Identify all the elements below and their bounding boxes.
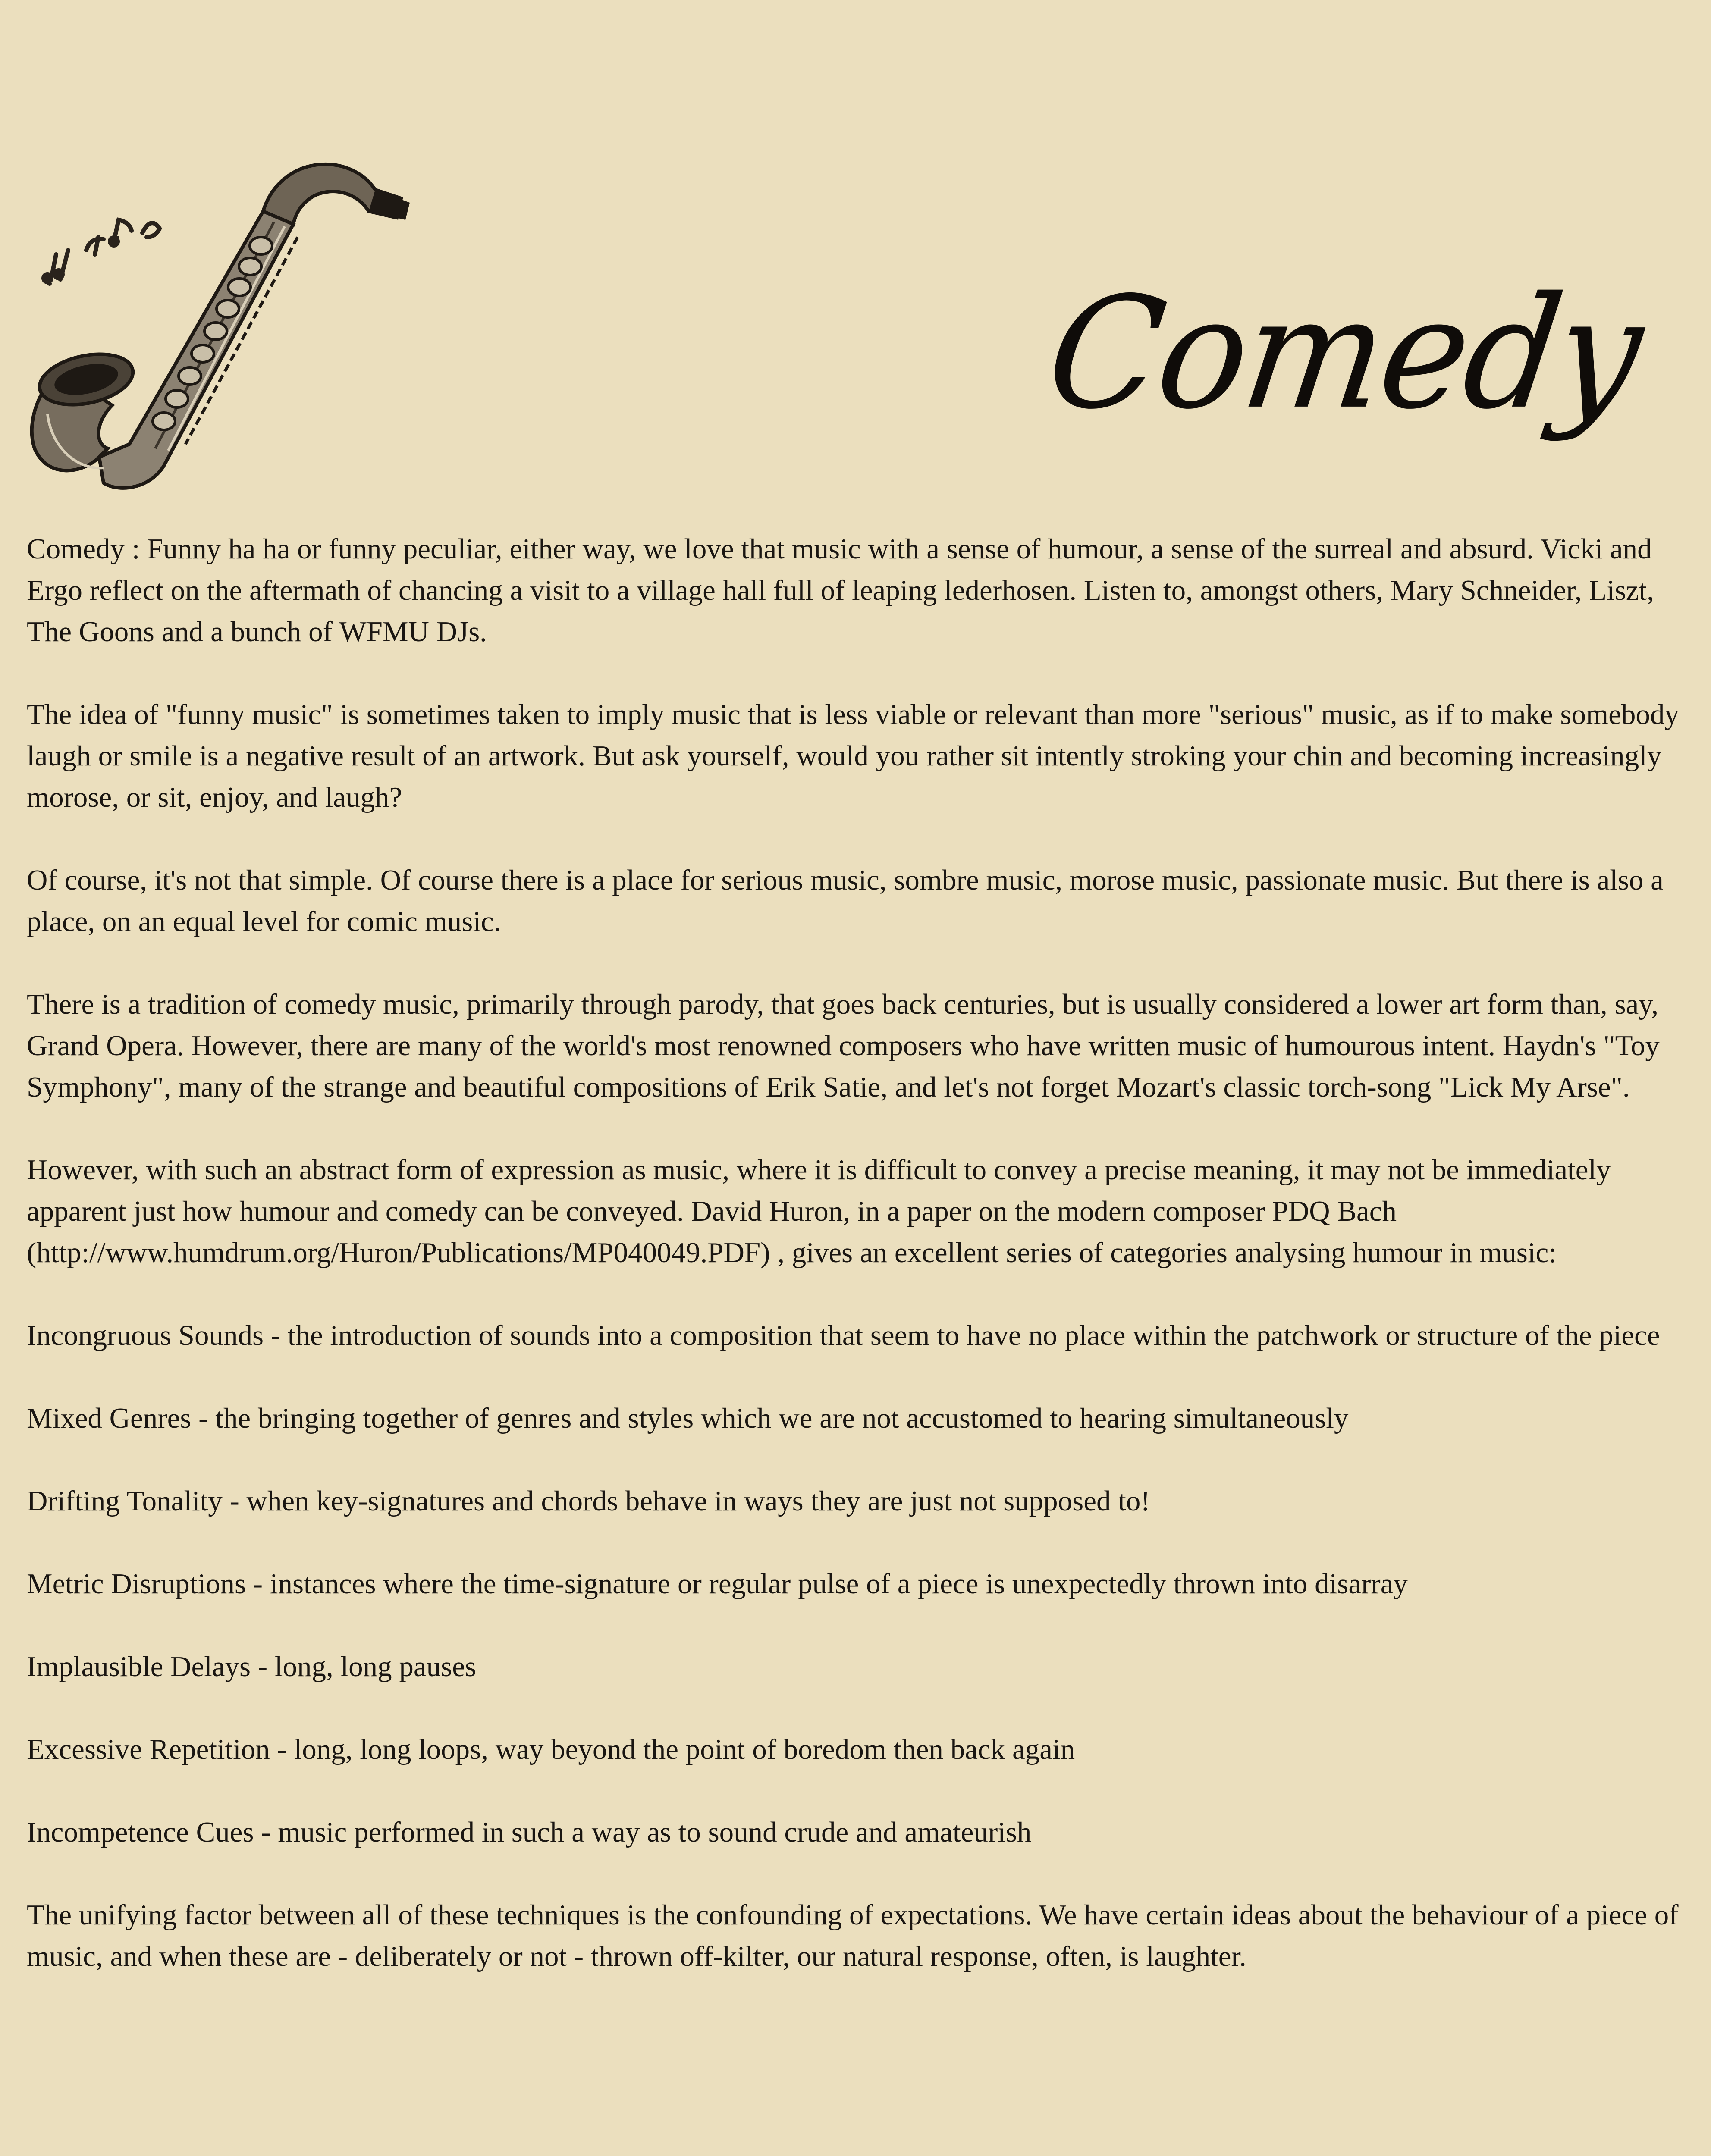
- article-body: [27, 528, 1692, 2018]
- category-item: Incongruous Sounds - the introduction of sounds into a composition that seem to have no place within the patchwork or structure of the piece: [27, 1319, 1660, 1351]
- conclusion-paragraph: The unifying factor between all of these techniques is the confounding of expectations. We have certain ideas about the behaviour of a piece of music, and when these are - deliberately or not - thrown off-kilter, our natural response, often, is laughter.: [27, 1899, 1679, 1972]
- paragraph: However, with such an abstract form of expression as music, where it is difficult to convey a precise meaning, it may not be immediately apparent just how humour and comedy can be conveyed. David Huron, in a paper on the modern composer PDQ Bach (http://www.humdrum.org/Huron/Publications/MP040049.PDF) , gives an excellent series of categories analysing humour in music:: [27, 1154, 1611, 1269]
- paragraph: Of course, it's not that simple. Of course there is a place for serious music, sombre music, morose music, passionate music. But there is also a place, on an equal level for comic music.: [27, 864, 1664, 937]
- saxophone-illustration: [22, 147, 423, 500]
- paragraph: There is a tradition of comedy music, primarily through parody, that goes back centuries, but is usually considered a lower art form than, say, Grand Opera. However, there are many of the world's most renowned composers who have written music of humourous intent. Haydn's "Toy Symphony", many of the strange and beautiful compositions of Erik Satie, and let's not forget Mozart's classic torch-song "Lick My Arse".: [27, 988, 1660, 1103]
- category-item: Excessive Repetition - long, long loops, way beyond the point of boredom then back again: [27, 1733, 1075, 1765]
- category-item: Mixed Genres - the bringing together of genres and styles which we are not accustomed to hearing simultaneously: [27, 1402, 1349, 1434]
- category-item: Incompetence Cues - music performed in such a way as to sound crude and amateurish: [27, 1816, 1032, 1848]
- category-item: Implausible Delays - long, long pauses: [27, 1651, 477, 1683]
- paragraph: The idea of "funny music" is sometimes taken to imply music that is less viable or relevant than more "serious" music, as if to make somebody laugh or smile is a negative result of an artwork. But ask yourself, would you rather sit intently stroking your chin and becoming increasingly morose, or sit, enjoy, and laugh?: [27, 699, 1679, 813]
- page-header: [0, 0, 1711, 509]
- category-item: Drifting Tonality - when key-signatures and chords behave in ways they are just not supposed to!: [27, 1485, 1150, 1517]
- page-title: Comedy: [1037, 264, 1651, 443]
- category-item: Metric Disruptions - instances where the time-signature or regular pulse of a piece is unexpectedly thrown into disarray: [27, 1568, 1408, 1600]
- page-title-container: [1037, 203, 1651, 505]
- intro-paragraph: Comedy : Funny ha ha or funny peculiar, either way, we love that music with a sense of humour, a sense of the surreal and absurd. Vicki and Ergo reflect on the aftermath of chancing a visit to a village hall full of leaping lederhosen. Listen to, amongst others, Mary Schneider, Liszt, The Goons and a bunch of WFMU DJs.: [27, 533, 1654, 648]
